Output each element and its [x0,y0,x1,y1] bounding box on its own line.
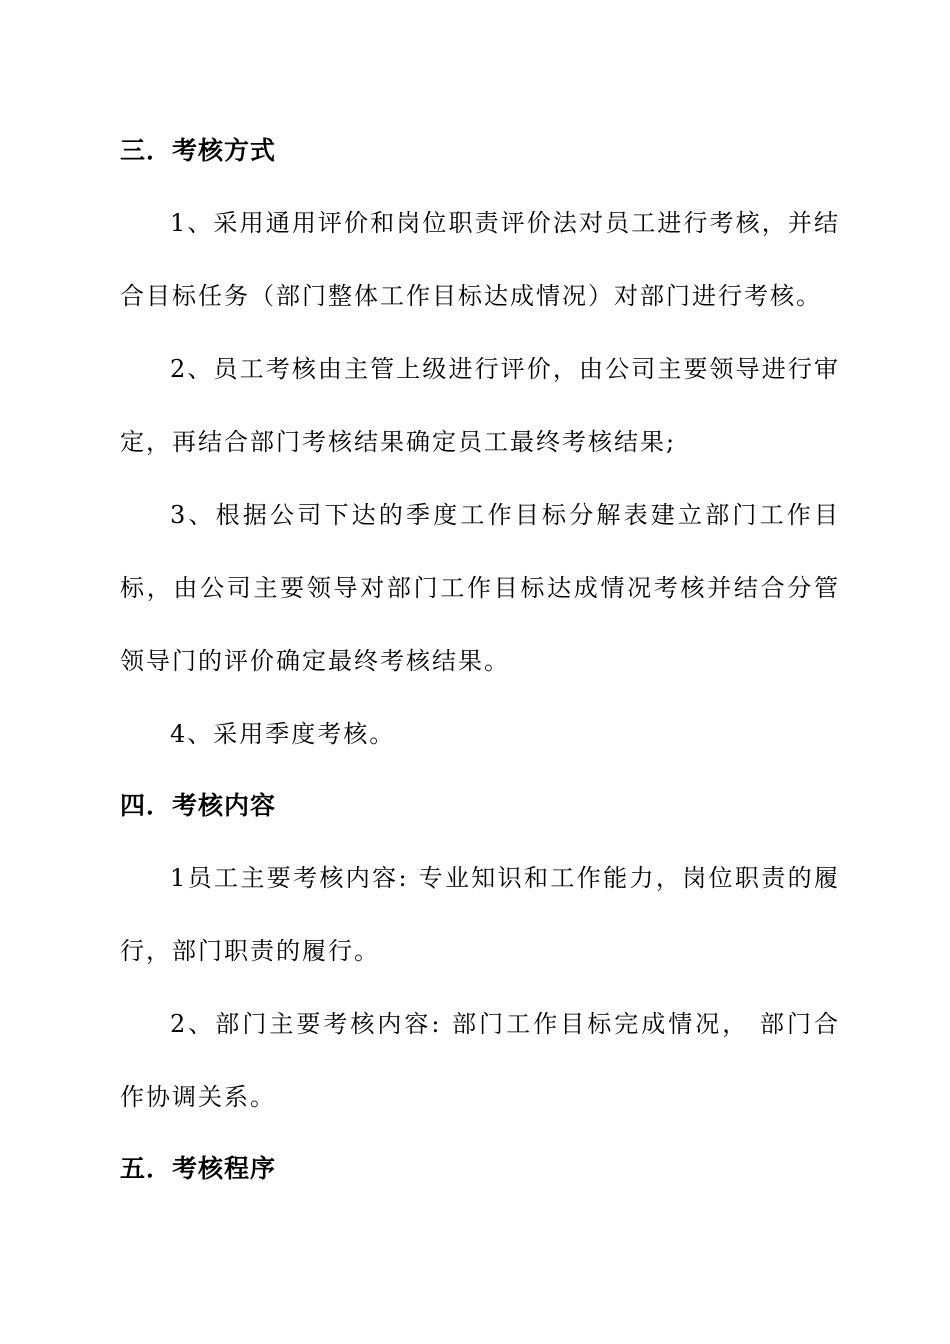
section-heading-assessment-method: 三．考核方式 [120,136,277,165]
paragraph-method-3: 3、根据公司下达的季度工作目标分解表建立部门工作目标，由公司主要领导对部门工作目标达成情况考核并结合分管领导门的评价确定最终考核结果。 [120,501,840,675]
section-heading-assessment-content: 四．考核内容 [120,791,277,820]
paragraph-method-4: 4、采用季度考核。 [170,720,396,748]
paragraph-method-2: 2、员工考核由主管上级进行评价，由公司主要领导进行审定，再结合部门考核结果确定员工最终考核结果; [120,355,840,456]
paragraph-method-1: 1、采用通用评价和岗位职责评价法对员工进行考核，并结合目标任务（部门整体工作目标达成情况）对部门进行考核。 [120,209,840,310]
paragraph-content-2: 2、部门主要考核内容: 部门工作目标完成情况， 部门合作协调关系。 [120,1010,840,1111]
section-heading-assessment-procedure: 五．考核程序 [120,1154,277,1183]
document-page [120,126,840,1193]
paragraph-content-1: 1员工主要考核内容: 专业知识和工作能力，岗位职责的履行，部门职责的履行。 [120,864,840,965]
